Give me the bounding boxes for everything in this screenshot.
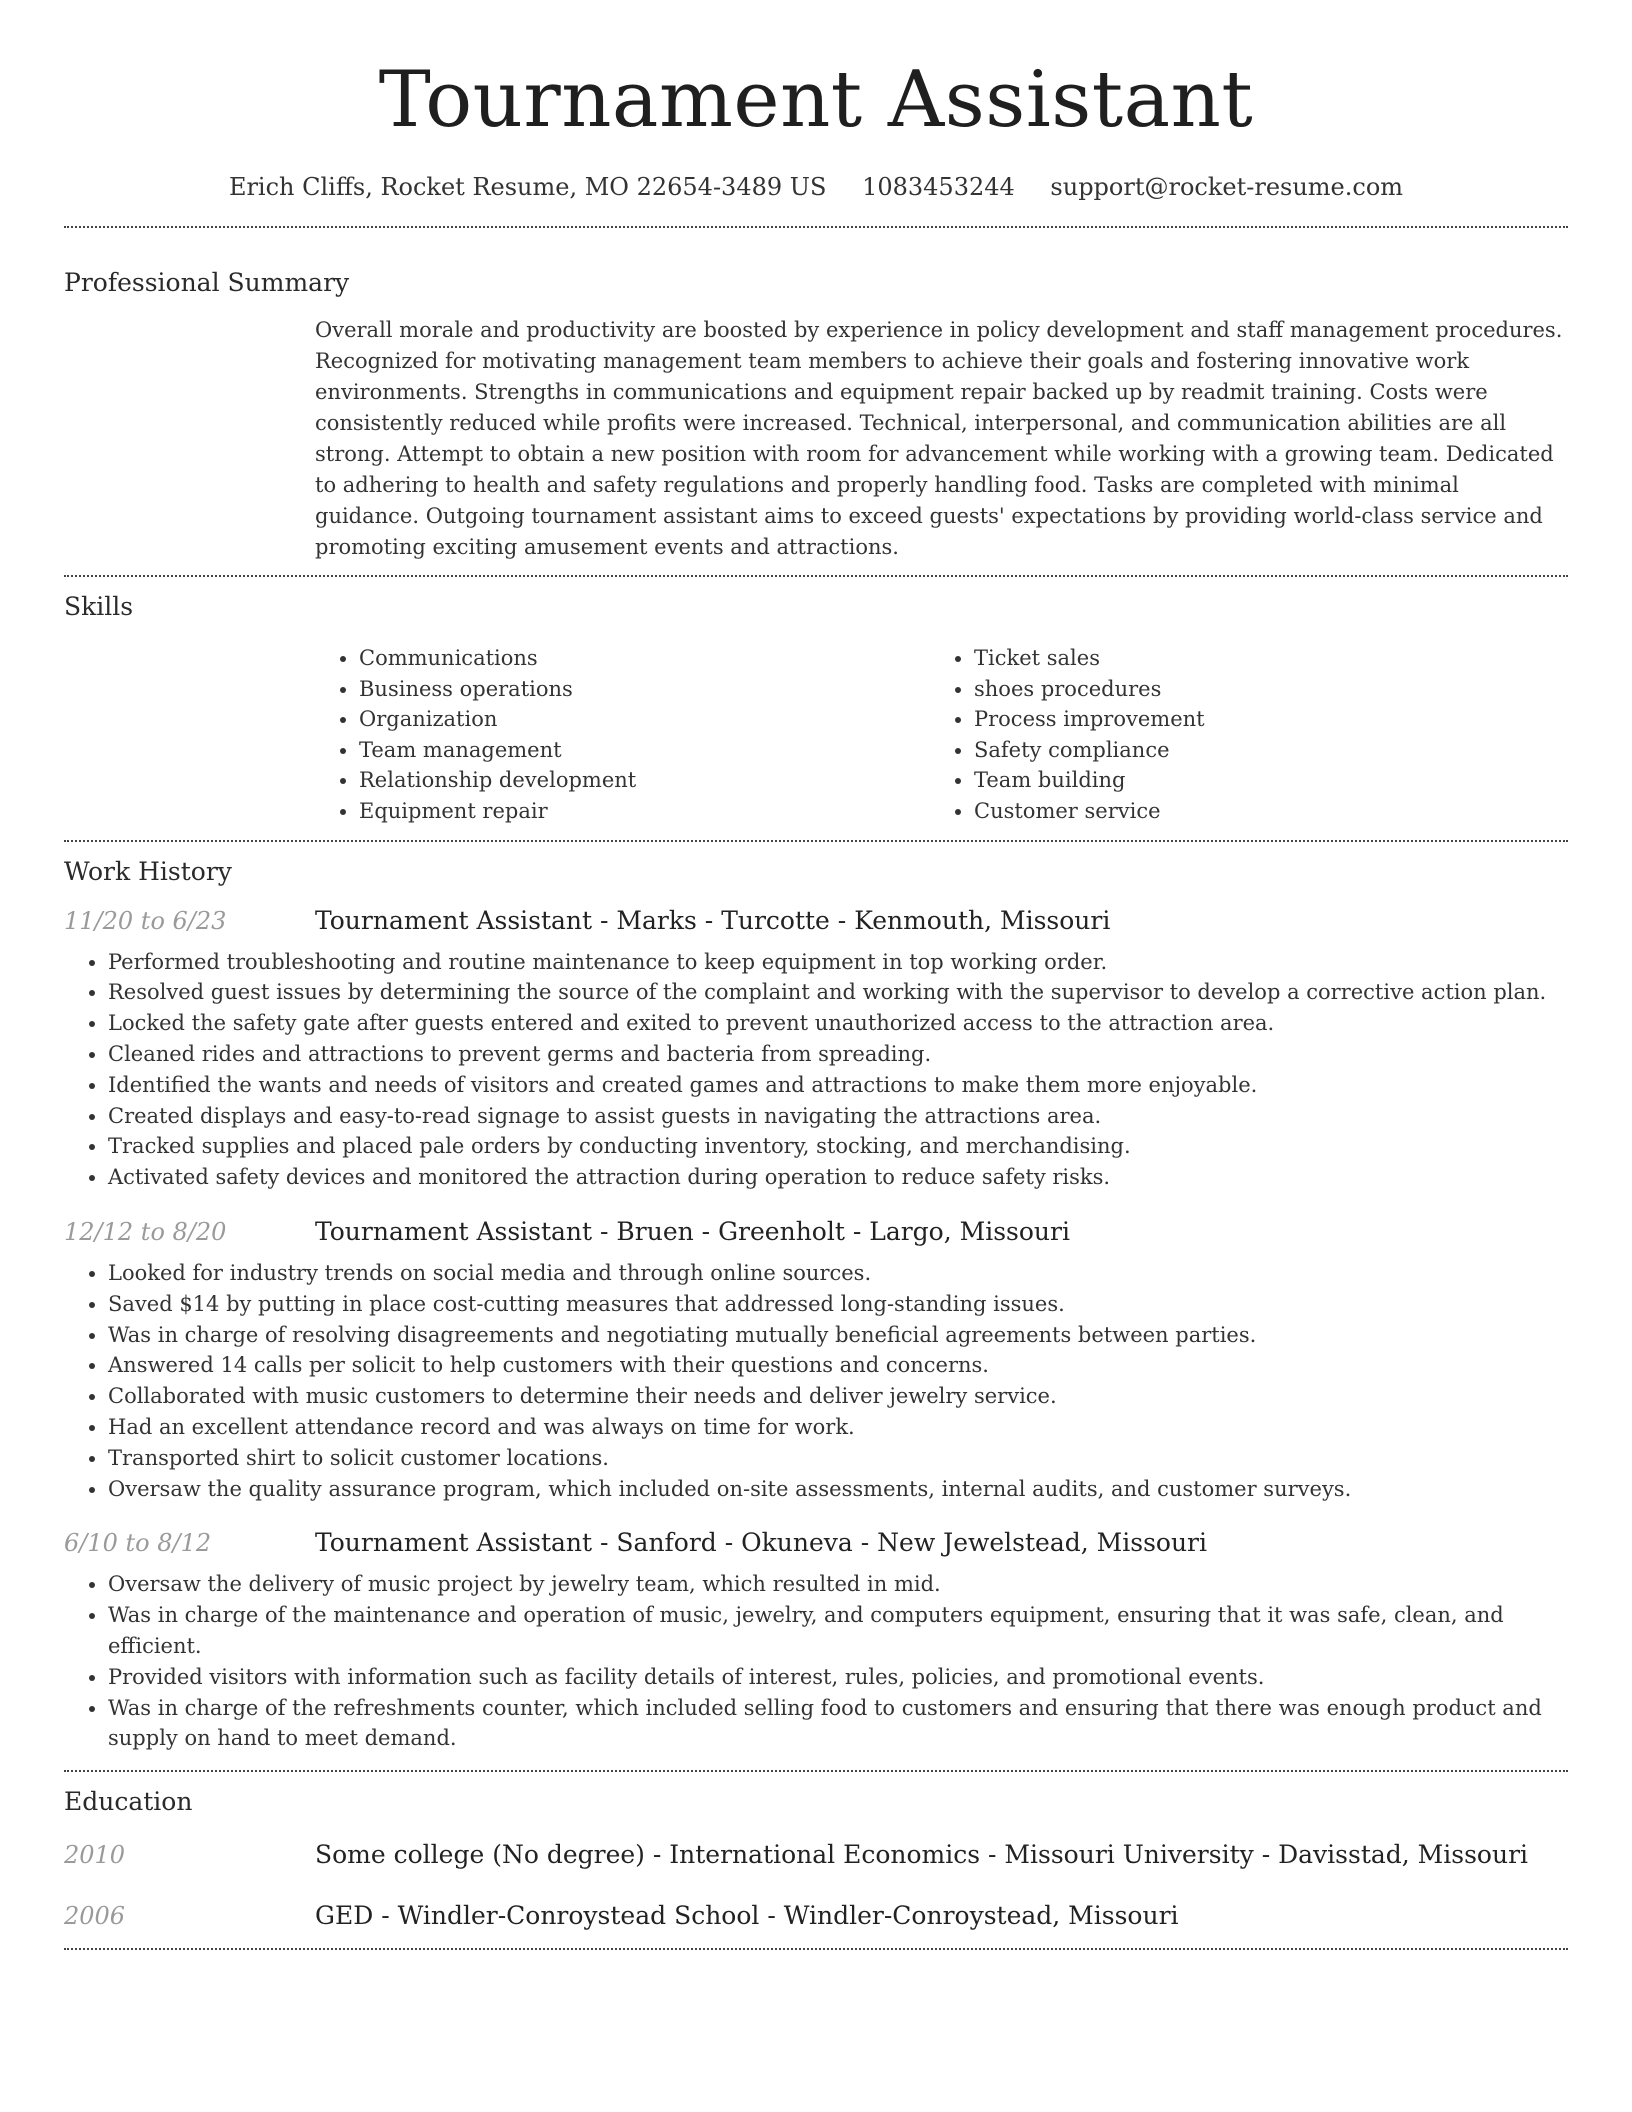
job-bullets bbox=[64, 1258, 1568, 1504]
job-bullet: • Had an excellent attendance record and was always on time for work. bbox=[108, 1412, 1568, 1443]
job-header bbox=[64, 1528, 1568, 1557]
education-entry bbox=[64, 1840, 1568, 1869]
contact-email: support@rocket-resume.com bbox=[1050, 173, 1404, 201]
job-dates: 6/10 to 8/12 bbox=[64, 1529, 212, 1558]
job-bullet: • Transported shirt to solicit customer locations. bbox=[108, 1443, 1568, 1474]
skill-item: • Business operations bbox=[359, 674, 930, 705]
summary-section bbox=[64, 265, 1568, 563]
job-bullets bbox=[64, 947, 1568, 1193]
job-bullet: • Resolved guest issues by determining the source of the complaint and working with the supervisor to develop a corrective action plan. bbox=[108, 977, 1568, 1008]
resume-name: Tournament Assistant bbox=[378, 55, 1254, 145]
job-bullet: • Was in charge of resolving disagreements and negotiating mutually beneficial agreements between parties. bbox=[108, 1320, 1568, 1351]
job-bullet: • Created displays and easy-to-read signage to assist guests in navigating the attractions area. bbox=[108, 1101, 1568, 1132]
skill-item: • shoes procedures bbox=[974, 674, 1545, 705]
job-bullet: • Cleaned rides and attractions to prevent germs and bacteria from spreading. bbox=[108, 1039, 1568, 1070]
job-bullet: • Was in charge of the maintenance and operation of music, jewelry, and computers equipment, ensuring that it was safe, clean, and efficient. bbox=[108, 1600, 1568, 1662]
job-header bbox=[64, 906, 1568, 935]
education-year: 2006 bbox=[64, 1902, 126, 1931]
job-bullet: • Activated safety devices and monitored the attraction during operation to reduce safety risks. bbox=[108, 1162, 1568, 1193]
divider bbox=[64, 840, 1568, 842]
education-year: 2010 bbox=[64, 1841, 126, 1870]
section-title-education: Education bbox=[64, 1787, 193, 1817]
job-bullet: • Oversaw the quality assurance program, which included on-site assessments, internal audits, and customer surveys. bbox=[108, 1474, 1568, 1505]
work-section bbox=[64, 854, 1568, 1755]
skill-item: • Customer service bbox=[974, 796, 1545, 827]
education-entry bbox=[64, 1901, 1568, 1930]
summary-text: Overall morale and productivity are boosted by experience in policy development and staff management procedures. Recognized for motivating management team members to achieve their goals and fostering innovative work environments. Strengths in communications and equipment repair backed up by readmit training. Costs were consistently reduced while profits were increased. Technical, interpersonal, and communication abilities are all strong. Attempt to obtain a new position with room for advancement while working with a growing team. Dedicated to adhering to health and safety regulations and properly handling food. Tasks are completed with minimal guidance. Outgoing tournament assistant aims to exceed guests' expectations by providing world-class service and promoting exciting amusement events and attractions. bbox=[315, 318, 1563, 559]
skill-item: • Ticket sales bbox=[974, 643, 1545, 674]
resume-page bbox=[64, 0, 1568, 1950]
contact-phone: 1083453244 bbox=[862, 173, 1015, 201]
section-title-summary: Professional Summary bbox=[64, 268, 350, 297]
job-entry bbox=[64, 1217, 1568, 1504]
job-title: Tournament Assistant - Marks - Turcotte - Kenmouth, Missouri bbox=[315, 905, 1111, 935]
job-dates: 11/20 to 6/23 bbox=[64, 906, 227, 935]
skill-item: • Team building bbox=[974, 765, 1545, 796]
job-title: Tournament Assistant - Sanford - Okuneva - New Jewelstead, Missouri bbox=[315, 1528, 1208, 1558]
job-bullet: • Collaborated with music customers to determine their needs and deliver jewelry service. bbox=[108, 1381, 1568, 1412]
job-bullet: • Oversaw the delivery of music project by jewelry team, which resulted in mid. bbox=[108, 1569, 1568, 1600]
skills-column-left bbox=[315, 643, 930, 827]
skill-item: • Safety compliance bbox=[974, 735, 1545, 766]
contact-line bbox=[64, 170, 1568, 204]
skill-item: • Relationship development bbox=[359, 765, 930, 796]
job-dates: 12/12 to 8/20 bbox=[64, 1217, 227, 1246]
divider bbox=[64, 1948, 1568, 1950]
divider bbox=[64, 1770, 1568, 1772]
job-bullet: • Answered 14 calls per solicit to help customers with their questions and concerns. bbox=[108, 1350, 1568, 1381]
job-bullets bbox=[64, 1569, 1568, 1754]
skill-item: • Team management bbox=[359, 735, 930, 766]
job-bullet: • Was in charge of the refreshments counter, which included selling food to customers and ensuring that there was enough product and supply on hand to meet demand. bbox=[108, 1693, 1568, 1755]
education-text: Some college (No degree) - International Economics - Missouri University - Davisstad, Missouri bbox=[315, 1840, 1529, 1870]
education-section bbox=[64, 1784, 1568, 1930]
summary-body bbox=[315, 315, 1568, 563]
job-bullet: • Tracked supplies and placed pale orders by conducting inventory, stocking, and merchandising. bbox=[108, 1131, 1568, 1162]
skill-item: • Organization bbox=[359, 704, 930, 735]
job-bullet: • Looked for industry trends on social media and through online sources. bbox=[108, 1258, 1568, 1289]
divider bbox=[64, 226, 1568, 228]
education-text: GED - Windler-Conroystead School - Windler-Conroystead, Missouri bbox=[315, 1901, 1179, 1931]
contact-address: Erich Cliffs, Rocket Resume, MO 22654-3489 US bbox=[228, 173, 827, 201]
section-title-work: Work History bbox=[64, 856, 232, 886]
skills-list bbox=[315, 643, 1568, 827]
skill-item: • Communications bbox=[359, 643, 930, 674]
job-bullet: • Provided visitors with information such as facility details of interest, rules, policies, and promotional events. bbox=[108, 1662, 1568, 1693]
skills-column-right bbox=[930, 643, 1545, 827]
job-header bbox=[64, 1217, 1568, 1246]
job-bullet: • Identified the wants and needs of visitors and created games and attractions to make them more enjoyable. bbox=[108, 1070, 1568, 1101]
section-title-skills: Skills bbox=[64, 592, 134, 621]
skill-item: • Process improvement bbox=[974, 704, 1545, 735]
job-bullet: • Performed troubleshooting and routine maintenance to keep equipment in top working order. bbox=[108, 947, 1568, 978]
job-entry bbox=[64, 1528, 1568, 1754]
job-bullet: • Saved $14 by putting in place cost-cutting measures that addressed long-standing issues. bbox=[108, 1289, 1568, 1320]
job-entry bbox=[64, 906, 1568, 1193]
skill-item: • Equipment repair bbox=[359, 796, 930, 827]
job-bullet: • Locked the safety gate after guests entered and exited to prevent unauthorized access to the attraction area. bbox=[108, 1008, 1568, 1039]
skills-section bbox=[64, 589, 1568, 827]
divider bbox=[64, 575, 1568, 577]
job-title: Tournament Assistant - Bruen - Greenholt - Largo, Missouri bbox=[315, 1216, 1070, 1246]
